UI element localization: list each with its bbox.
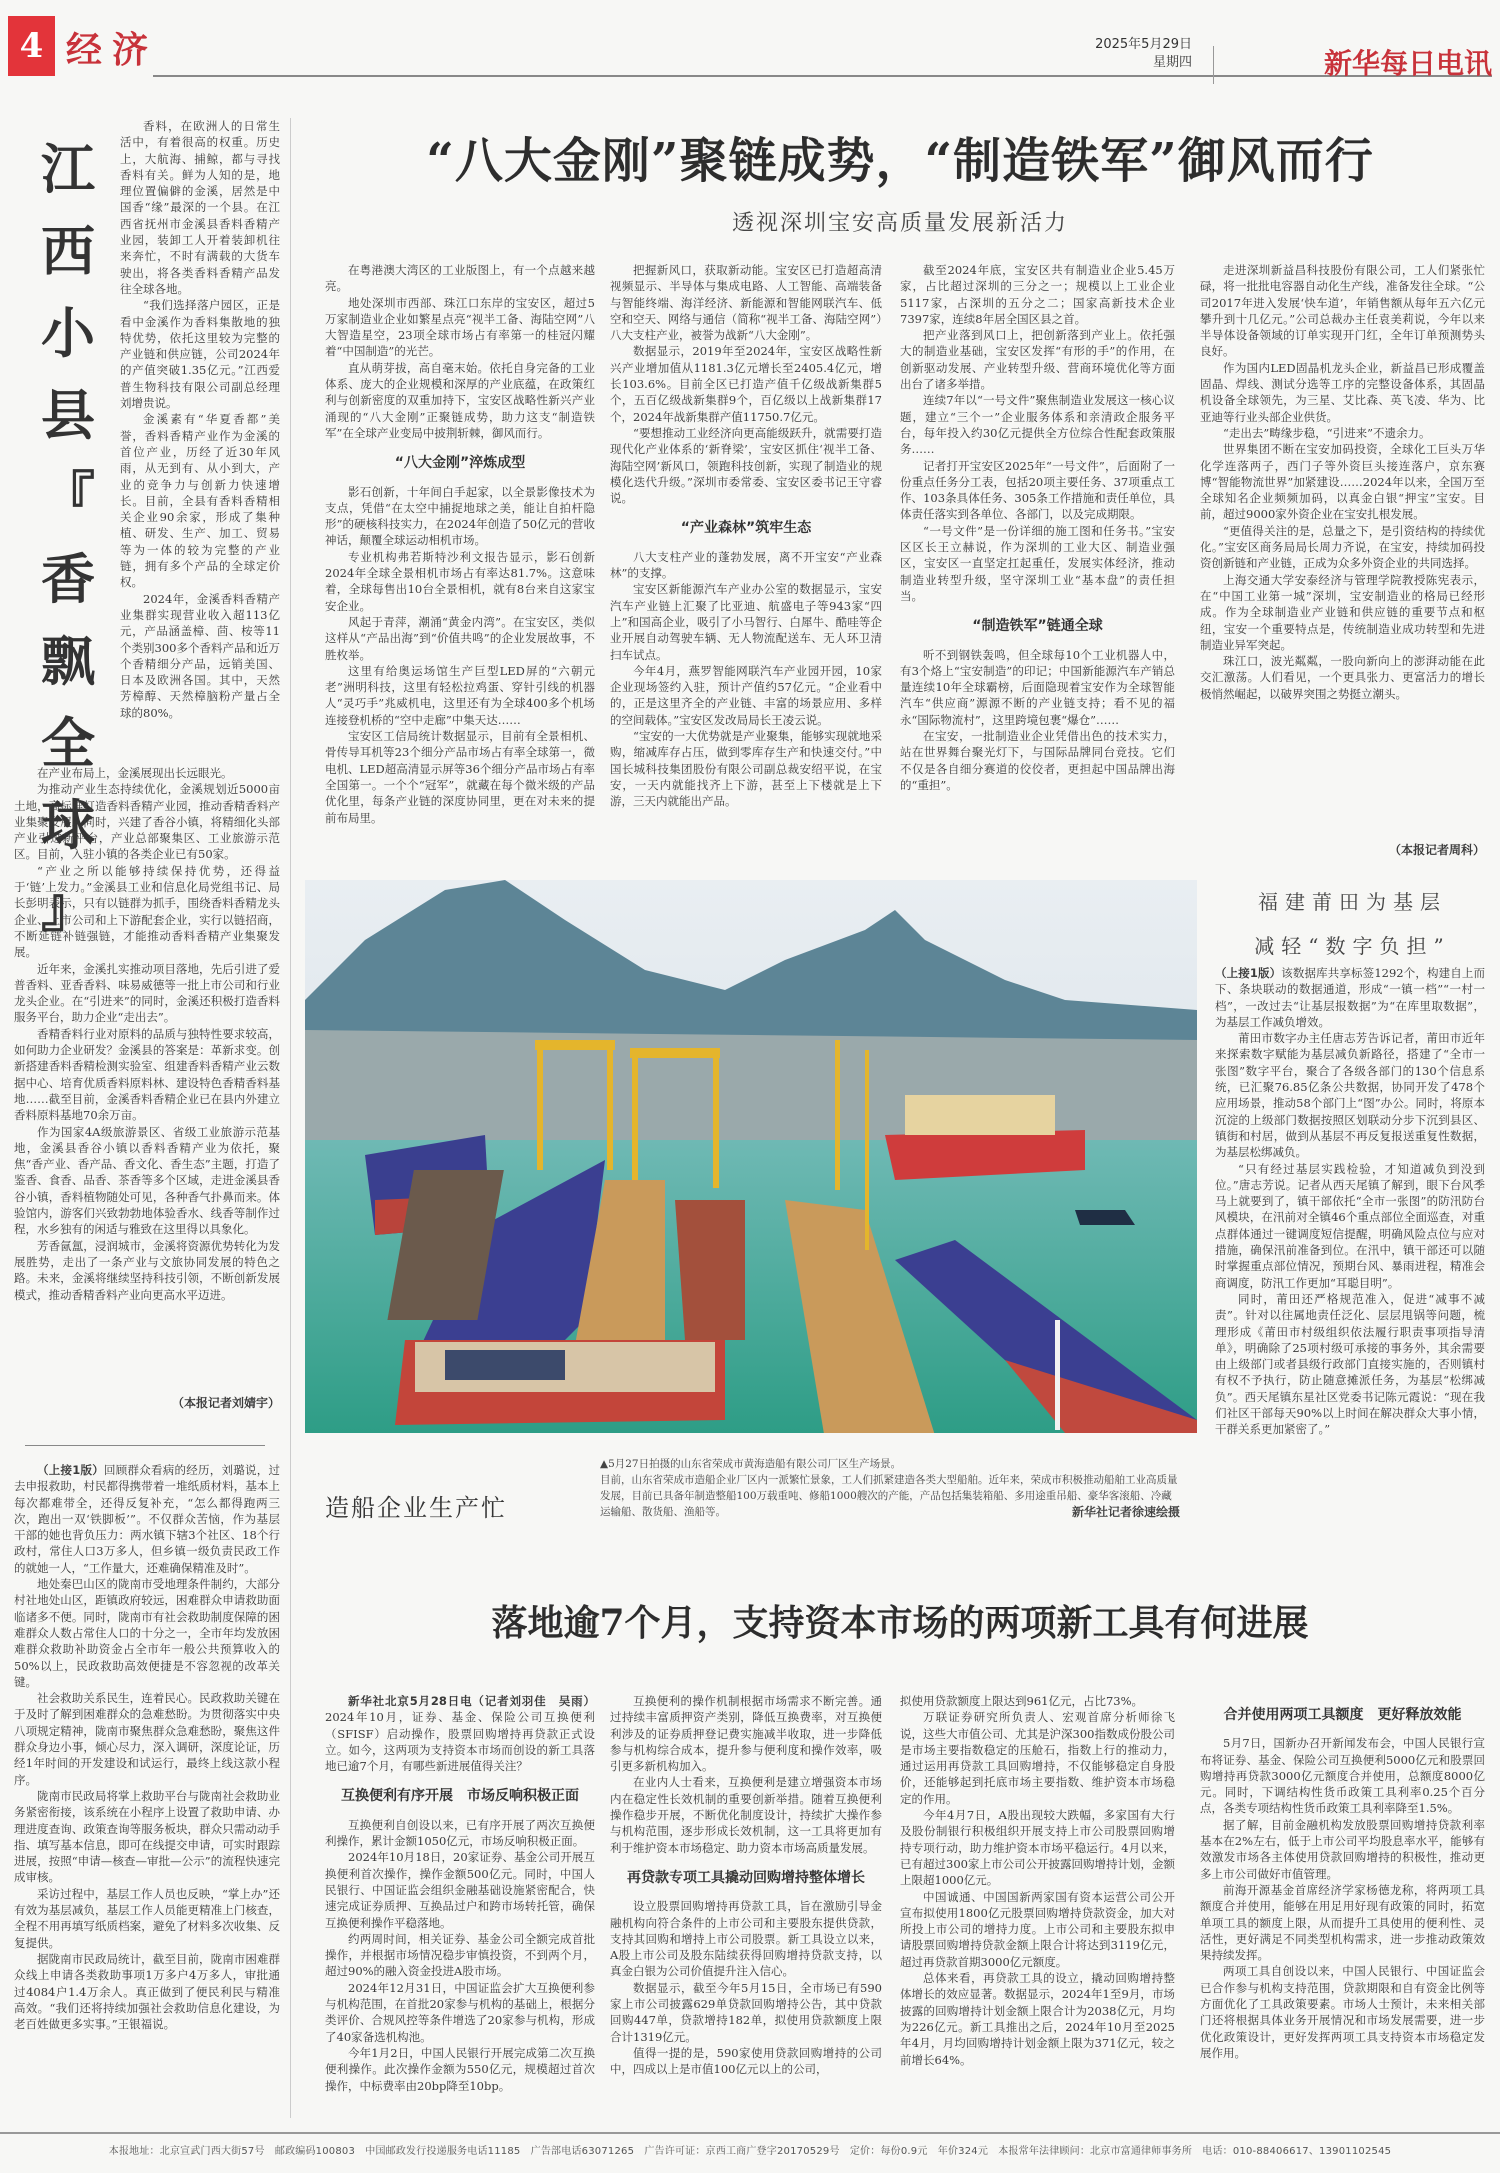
shenzhen-byline: （本报记者周科） — [1388, 843, 1485, 857]
continued-from-label: （上接1版） — [1215, 966, 1282, 980]
shenzhen-byline-wrap — [1200, 842, 1485, 862]
jiangxi-vertical-title: 江 西 小 县 『 香 飘 全 球 』 — [41, 137, 95, 939]
article-paragraph: 近年来，金溪扎实推动项目落地，先后引进了爱普香料、亚香香料、味易威德等一批上市公司和行业龙头企业。在“引进来”的同时，金溪还积极打造香料服务平台，助力企业“走出去”。 — [14, 961, 280, 1025]
capital-col-3 — [900, 1693, 1175, 2123]
article-paragraph: 数据显示，2019年至2024年，宝安区战略性新兴产业增加值从1181.3亿元增长至2405.4亿元，增长103.6%。目前全区已打造产值千亿级战新集群5个，五百亿级战新集群9个，百亿级以上战新集群17个，2024年战新集群产值11750.7亿元。 — [610, 344, 882, 424]
article-divider — [25, 1445, 265, 1446]
section-heading: “制造铁军”链通全球 — [972, 618, 1103, 635]
article-paragraph: 今年4月，燕罗智能网联汽车产业园开园，10家企业现场签约入驻，预计产值约57亿元。“企业看中的，正是这里齐全的产业链、丰富的场景应用、多样的空间载体。”宝安区发改局局长王凌云说。 — [610, 663, 882, 727]
caption-body: 目前，山东省荣成市造船企业厂区内一派繁忙景象，工人们抓紧建造各类大型船舶。近年来，荣成市积极推动船舶工业高质量发展，目前已具备年制造整船100万载重吨、修船1000艘次的产能，产品包括集装箱船、多用途重吊船、豪华客滚船、冷藏运输船、散货船、渔船等。 新华社记者徐速绘摄 — [600, 1474, 1180, 1519]
article-paragraph: 把握新风口，获取新动能。宝安区已打造超高清视频显示、半导体与集成电路、人工智能、高端装备与智能终端、海洋经济、新能源和智能网联汽车、低空和空天、网络与通信（简称“视半工备、海陆空网”）八大支柱产业，被誉为战新“八大金刚”。 — [610, 263, 882, 343]
article-paragraph: 把产业落到风口上，把创新落到产业上。依托强大的制造业基础，宝安区发挥“有形的手”的作用，在创新驱动发展、产业转型升级、营商环境优化等方面出台了诸多举措。 — [900, 328, 1175, 392]
article-paragraph: 互换便利自创设以来，已有序开展了两次互换便利操作，累计金额1050亿元，市场反响积极正面。 — [325, 1817, 595, 1849]
article-paragraph: 记者打开宝安区2025年“一号文件”，后面附了一份重点任务分工表，包括20项主要任务、37项重点工作、103条具体任务、305条工作措施和责任单位，具体责任落实到各单位、各部门，以及完成期限。 — [900, 458, 1175, 522]
section-heading: 再贷款专项工具撬动回购增持整体增长 — [627, 1869, 865, 1886]
masthead — [8, 16, 1492, 80]
continued-from-label: （上接1版） — [37, 1463, 104, 1477]
photo-caption — [600, 1456, 1180, 1520]
article-paragraph: 5月7日，国新办召开新闻发布会，中国人民银行宣布将证券、基金、保险公司互换便利5000亿元和股票回购增持再贷款3000亿元额度合并使用，总额度8000亿元。同时，下调结构性货币政策工具利率0.25个百分点，各类专项结构性货币政策工具利率降至1.5%。 — [1200, 1736, 1485, 1816]
article-paragraph: 新华社北京5月28日电（记者刘羽佳 吴雨）2024年10月，证券、基金、保险公司互换便利（SFISF）启动操作，股票回购增持再贷款正式设立。如今，这两项为支持资本市场而创设的新工具落地已逾7个月，有哪些新进展值得关注？ — [325, 1694, 595, 1774]
article-paragraph: 约两周时间，相关证券、基金公司全额完成首批操作，并根据市场情况稳步审慎投资，不到两个月，超过90%的融入资金投进A股市场。 — [325, 1931, 595, 1979]
article-paragraph: 陇南市民政局将掌上救助平台与陇南社会救助业务紧密衔接，该系统在小程序上设置了救助申请、办理进度查询、政策查询等服务板块，群众只需动动手指、填写基本信息，即可在线提交申请，可实时跟踪进展，按照“申请—核查—审批—公示”的流程快速完成审核。 — [14, 1788, 280, 1885]
article-paragraph: 珠江口，波光粼粼，一股向新向上的澎湃动能在此交汇激荡。人们看见，一个更具张力、更富活力的增长极悄然崛起，以破界突围之势挺立潮头。 — [1200, 654, 1485, 701]
article-paragraph: 影石创新，十年间白手起家，以全景影像技术为支点，凭借“在太空中捕捉地球之美，能让自拍杆隐形”的硬核科技实力，在2024年创造了50亿元的营收神话，颠覆全球运动相机市场。 — [325, 484, 595, 548]
date-block — [1095, 36, 1192, 72]
article-paragraph: 宝安区工信局统计数据显示，目前有全景相机、骨传导耳机等23个细分产品市场占有率全球第一，微电机、LED超高清显示屏等36个细分产品市场占有率全国第一。一个个“冠军”，就藏在每个微米级的产品优化里，每条产业链的深度协同里，更在对未来的提前布局里。 — [325, 729, 595, 825]
jiangxi-article-col-wide — [14, 765, 280, 1360]
page-footer: 本报地址：北京宣武门西大街57号 邮政编码100803 中国邮政发行投递服务电话11185 广告部电话63071265 广告许可证：京西工商广登字20170529号 定价：每份0.9元 年价324元 本报常年法律顾问：北京市富通律师事务所 电话：010-88406617、13901102545 — [0, 2132, 1500, 2173]
article-paragraph: 芳香氤氲，浸润城市，金溪将资源优势转化为发展胜势，走出了一条产业与文旅协同发展的特色之路。未来，金溪将继续坚持科技引领，不断创新发展模式，推动香精香料产业向更高水平迈进。 — [14, 1238, 280, 1302]
article-paragraph: 社会救助关系民生，连着民心。民政救助关键在于及时了解到困难群众的急难愁盼。为贯彻落实中央八项规定精神，陇南市聚焦群众急难愁盼，聚焦这件群众身边小事，倾心尽力，深入调研，深度论证，历经1年时间的开发建设和试运行，最终上线这款小程序。 — [14, 1691, 280, 1787]
article-paragraph: 世界集团不断在宝安加码投资，全球化工巨头万华化学连落两子，西门子等外资巨头接连落户，京东赛博“智能物流世界”加紧建设……2024年以来，全国万至全球知名企业频频加码，以真金白银“押宝”宝安。目前，超过9000家外资企业在宝安扎根发展。 — [1200, 442, 1485, 522]
section-heading: 互换便利有序开展 市场反响积极正面 — [341, 1788, 579, 1805]
article-paragraph: 地处秦巴山区的陇南市受地理条件制约，大部分村社地处山区，距镇政府较远，困难群众申请救助面临诸多不便。同时，陇南市有社会救助制度保障的困难群众人数占常住人口的十分之一，全市年均发放困难群众救助补助资金占全市年一般公共预算收入的50%以上，民政救助高效便捷是不容忽视的改革关键。 — [14, 1577, 280, 1689]
article-paragraph: “只有经过基层实践检验，才知道减负到没到位。”唐志芳说。记者从西天尾镇了解到，眼下台风季马上就要到了，镇干部依托“全市一张图”的防汛防台风模块，在汛前对全镇46个重点部位全面巡查，对重点群体通过一键调度短信提醒，明确风险点位与应对措施，确保汛前准备到位。在汛中，镇干部还可以随时掌握重点部位情况，预期台风、暴雨进程，精准会商调度，防汛工作更加“耳聪目明”。 — [1215, 1161, 1485, 1290]
shipyard-illustration — [305, 880, 1197, 1433]
article-paragraph: 在宝安，一批制造业企业凭借出色的技术实力，站在世界舞台聚光灯下，与国际品牌同台竞技。它们不仅是各自细分赛道的佼佼者，更担起中国品牌出海的“重担”。 — [900, 729, 1175, 792]
section-name: 经济 — [66, 29, 159, 71]
shenzhen-col-2 — [610, 262, 882, 862]
article-paragraph: 金溪素有“华夏香都”美誉，香料香精产业作为金溪的首位产业，历经了近30年风雨，从无到有、从小到大，产业的竞争力与创新力快速增长。目前，全县有香料香精相关企业90余家，形成了集种植、研发、生产、加工、贸易等为一体的较为完整的产业链，拥有多个产品的全球定价权。 — [120, 412, 280, 590]
article-paragraph: 据了解，目前金融机构发放股票回购增持贷款利率基本在2%左右，低于上市公司平均股息率水平，能够有效激发市场各主体使用贷款回购增持的积极性，推动更多上市公司做好市值管理。 — [1200, 1817, 1485, 1881]
jiangxi-byline: （本报记者刘婧宇） — [171, 1396, 280, 1410]
article-paragraph: 香料，在欧洲人的日常生活中，有着很高的权重。历史上，大航海、捕鲸，都与寻找香料有关。鲜为人知的是，地理位置偏僻的金溪，居然是中国香“缘”最深的一个县。在江西省抚州市金溪县香料香精产业园，装卸工人开着装卸机往来奔忙，不时有满载的大货车驶出，将各类香料香精产品发往全球各地。 — [120, 119, 280, 296]
shenzhen-col-3 — [900, 262, 1175, 862]
putian-article — [1215, 965, 1485, 1505]
column-separator — [290, 118, 291, 2118]
jiangxi-article-col-narrow — [120, 118, 280, 758]
capital-col-4 — [1200, 1693, 1485, 2123]
newspaper-logo: 新华每日电讯 — [1323, 47, 1492, 80]
capital-col-2 — [610, 1693, 882, 2123]
article-paragraph: 作为国内LED固晶机龙头企业，新益昌已形成覆盖固晶、焊线、测试分选等工序的完整设备体系，其固晶机设备全球领先，为三星、艾比森、英飞凌、华为、比亚迪等行业头部企业供货。 — [1200, 360, 1485, 424]
article-paragraph: 数据显示，截至今年5月15日，全市场已有590家上市公司披露629单贷款回购增持公告，其中贷款回购447单，贷款增持182单，拟使用贷款额度上限合计1319亿元。 — [610, 1980, 882, 2044]
article-paragraph: 同时，莆田还严格规范准入，促进“减事不减责”。针对以往属地责任泛化、层层甩锅等问题，梳理形成《莆田市村级组织依法履行职责事项指导清单》，明确除了25项村级可承接的事务外，其余需要由上级部门或者县级行政部门直接实施的，否则镇村有权不予执行，防止随意摊派任务，为基层“松绑减负”。西天尾镇东星社区党委书记陈元霞说：“现在我们社区干部每天90%以上时间在解决群众大事小情，干群关系更加紧密了。” — [1215, 1291, 1485, 1437]
article-paragraph: 宝安区新能源汽车产业办公室的数据显示，宝安汽车产业链上汇聚了比亚迪、航盛电子等943家“四上”和国高企业，吸引了小马智行、白犀牛、酷哇等企业开展自动驾驶车辆、无人物流配送车、无人环卫清扫车试点。 — [610, 582, 882, 662]
issue-weekday: 星期四 — [1152, 55, 1192, 70]
article-paragraph: “我们选择落户园区，正是看中金溪作为香料集散地的独特优势，依托这里较为完整的产业链和供应链，公司2024年的产值突破1.35亿元。”江西爱普生物科技有限公司副总经理刘增贵说。 — [120, 298, 280, 411]
article-paragraph: 万联证券研究所负责人、宏观首席分析师徐飞说，这些大市值公司、尤其是沪深300指数成份股公司是市场主要指数稳定的压舱石，指数上行的推动力，通过运用再贷款工具回购增持，不仅能够稳定自身股价，还能够起到托底市场主要指数、维护资本市场稳定的作用。 — [900, 1710, 1175, 1806]
article-paragraph: 在产业布局上，金溪展现出长远眼光。 — [37, 766, 233, 780]
article-paragraph: 今年1月2日，中国人民银行开展完成第二次互换便利操作。此次操作金额为550亿元，规模超过首次操作，中标费率由20bp降至10bp。 — [325, 2045, 595, 2093]
article-paragraph: （上接1版）该数据库共享标签1292个，构建自上而下、条块联动的数据通道，形成“一镇一档”“一村一档”，一改过去“让基层报数据”为“在库里取数据”，为基层工作减负增效。 — [1215, 966, 1485, 1029]
article-paragraph: 专业机构弗若斯特沙利文报告显示，影石创新2024年全球全景相机市场占有率达81.7%。这意味着，全球每售出10台全景相机，就有8台来自这家宝安企业。 — [325, 549, 595, 613]
article-paragraph: 2024年12月31日，中国证监会扩大互换便利参与机构范围，在首批20家参与机构的基础上，根据分类评价、合规风控等条件增选了20家参与机构，形成了40家备选机构池。 — [325, 1980, 595, 2044]
article-paragraph: 上海交通大学安泰经济与管理学院教授陈宪表示，在“中国工业第一城”深圳，宝安制造业的格局已经形成。作为全球制造业产业链和供应链的重要节点和枢纽，宝安一个重要特点是，传统制造业成功转型和先进制造业异军突起。 — [1200, 572, 1485, 652]
masthead-rule — [153, 75, 1492, 77]
article-paragraph: 值得一提的是，590家使用贷款回购增持的公司中，四成以上是市值100亿元以上的公司， — [610, 2045, 882, 2077]
photo-title: 造船企业生产忙 — [325, 1494, 507, 1522]
article-paragraph: 在粤港澳大湾区的工业版图上，有一个点越来越亮。 — [325, 263, 595, 294]
shenzhen-headline: “八大金刚”聚链成势，“制造铁军”御风而行 — [426, 133, 1374, 189]
article-paragraph: 在业内人士看来，互换便利是建立增强资本市场内在稳定性长效机制的重要创新举措。随着互换便利操作稳步开展，不断优化制度设计，持续扩大操作参与机构范围，逐步形成长效机制，这一工具将更加有利于维护资本市场稳定、助力资本市场高质量发展。 — [610, 1775, 882, 1855]
article-paragraph: 今年4月7日，A股出现较大跌幅，多家国有大行及股份制银行积极组织开展支持上市公司股票回购增持专项行动，助力维护资本市场平稳运行。4月以来，已有超过300家上市公司公开披露回购增持计划，金额上限超1000亿元。 — [900, 1808, 1175, 1888]
article-paragraph: 听不到钢铁轰鸣，但全球每10个工业机器人中，有3个烙上“宝安制造”的印记；中国新能源汽车产销总量连续10年全球霸榜，后面隐现着宝安作为全球智能汽车“供应商”源源不断的产业链支持；看不见的福永“国际物流村”，这里跨境包裹“爆仓”…… — [900, 647, 1175, 727]
shenzhen-col-1 — [325, 262, 595, 862]
article-paragraph: 据陇南市民政局统计，截至目前，陇南市困难群众线上申请各类救助事项1万多户4万多人，审批通过4084户1.4万余人。真正做到了便民利民与精准高效。“我们还将持续加强社会救助信息化建设，为老百姓做更多实事。”王银福说。 — [14, 1951, 280, 2032]
article-paragraph: 总体来看，再贷款工具的设立，撬动回购增持整体增长的效应显著。数据显示，2024年1至9月，市场披露的回购增持计划金额上限合计为2038亿元，月均为226亿元。新工具推出之后，2024年10月至2025年4月，月均回购增持计划金额上限为371亿元，较之前增长64%。 — [900, 1971, 1175, 2067]
longnan-article — [14, 1462, 280, 2122]
photo-credit: 新华社记者徐速绘摄 — [1071, 1505, 1180, 1519]
article-paragraph: 地处深圳市西部、珠江口东岸的宝安区，超过5万家制造业企业如繁星点亮“视半工备、海陆空网”八大智造星空，23项全球市场占有率第一的桂冠闪耀着“中国制造”的光芒。 — [325, 295, 595, 359]
capital-col-1 — [325, 1693, 595, 2123]
article-paragraph: （上接1版）回顾群众看病的经历，刘璐说，过去申报救助，村民都得携带着一堆纸质材料，基本上每次都难带全，还得反复补充，“怎么都得跑两三次，跑出一双‘铁脚板’”。不仅群众苦恼，作为基层干部的她也背负压力：两水镇下辖3个社区、18个行政村，常住人口3万多人，但乡镇一级负责民政工作的就她一人，“工作量大，还难确保精准及时”。 — [14, 1463, 280, 1575]
article-paragraph: 前海开源基金首席经济学家杨德龙称，将两项工具额度合并使用，能够在用足用好现有政策的同时，拓宽单项工具的额度上限，从而提升工具使用的便利性、灵活性，更好满足不同类型机构需求，进一步推动政策效果持续发挥。 — [1200, 1882, 1485, 1963]
putian-headline: 福建莆田为基层 减轻“数字负担” — [1254, 890, 1451, 958]
article-paragraph: 采访过程中，基层工作人员也反映，“掌上办”还有效为基层减负，基层工作人员能更精准上门核查，全程不用再填写纸质档案，避免了材料多次收集、反复提供。 — [14, 1886, 280, 1950]
article-paragraph: 拟使用贷款额度上限达到961亿元，占比73%。 — [900, 1694, 1144, 1708]
masthead-divider — [1213, 46, 1214, 84]
jiangxi-byline-wrap — [14, 1395, 280, 1417]
article-paragraph: 莆田市数字办主任唐志芳告诉记者，莆田市近年来探索数字赋能为基层减负新路径，搭建了“全市一张图”数字平台，聚合了各级各部门的130个信息系统，已汇聚76.85亿条公共数据，协同开发了478个应用场景，推动58个部门上“图”办公。同时，将原本沉淀的上级部门数据按照区划联动分步下沉到县区、镇街和村居，做到从基层不再反复报送重复性数据，为基层松绑减负。 — [1215, 1031, 1485, 1160]
article-paragraph: “一号文件”是一份详细的施工图和任务书。”宝安区区长王立赫说，作为深圳的工业大区、制造业强区，宝安区一直坚定扛起重任，发展实体经济，推动制造业转型升级，坚守深圳工业“基本盘”的责任担当。 — [900, 523, 1175, 603]
article-paragraph: 八大支柱产业的蓬勃发展，离不开宝安“产业森林”的支撑。 — [610, 549, 882, 581]
page-number-badge: 4 — [8, 16, 55, 76]
article-paragraph: 为推动产业生态持续优化，金溪规划近5000亩土地，高标准打造香料香精产业园，推动香精香料产业集聚发展。同时，兴建了香谷小镇，将精细化头部产业引进新平台，产业总部聚集区、工业旅游示范区。目前，入驻小镇的各类企业已有50家。 — [14, 782, 280, 862]
section-heading: “产业森林”筑牢生态 — [680, 520, 812, 537]
shenzhen-subheadline: 透视深圳宝安高质量发展新活力 — [731, 211, 1068, 236]
article-paragraph: 作为国家4A级旅游景区、省级工业旅游示范基地，金溪县香谷小镇以香料香精产业为依托，聚焦“香产业、香产品、香文化、香生态”主题，打造了鉴香、食香、品香、茶香等多个区域，走进金溪县香谷小镇，香料植物随处可见，各种香气扑鼻而来。体验馆内，游客们兴致勃勃地体验香水、线香等制作过程，水乡独有的闲适与雅致在这里得以具象化。 — [14, 1124, 280, 1237]
article-paragraph: 中国诚通、中国国新两家国有资本运营公司公开宣布拟使用1800亿元股票回购增持贷款资金，加大对所投上市公司的增持力度。上市公司和主要股东拟申请股票回购增持贷款金额上限合计将达到3119亿元，超过再贷款首期3000亿元额度。 — [900, 1889, 1175, 1969]
article-paragraph: 连续7年以“一号文件”聚焦制造业发展这一核心议题，建立“三个一”企业服务体系和亲清政企服务平台，每年投入约30亿元提供全方位综合性配套政策服务…… — [900, 393, 1175, 457]
shenzhen-col-4 — [1200, 262, 1485, 844]
article-paragraph: “产业之所以能够持续保持优势，还得益于‘链’上发力。”金溪县工业和信息化局党组书记、局长彭明表示，只有以链群为抓手，围绕香料香精龙头企业、上市公司和上下游配套企业，实行以链招商，不断延链补链强链，才能推动香料香精产业集聚发展。 — [14, 863, 280, 960]
article-paragraph: 两项工具自创设以来，中国人民银行、中国证监会已合作参与机构支持范围，贷款期限和自有资金比例等方面优化了工具政策要素。市场人士预计，未来相关部门还将根据具体业务开展情况和市场发展需要，进一步优化政策设计，更好发挥两项工具支持资本市场稳定发展作用。 — [1200, 1964, 1485, 2060]
shipyard-photo — [305, 880, 1197, 1433]
caption-line: ▲5月27日拍摄的山东省荣成市黄海造船有限公司厂区生产场景。 — [600, 1458, 902, 1470]
article-paragraph: 直从萌芽拔，高自毫末始。依托自身完备的工业体系、庞大的企业规模和深厚的产业底蕴，在政策红利与创新密度的双重加持下，宝安区战略性新兴产业涌现的“八大金刚”正聚链成势，助力这支“制造铁军”在全球产业变局中披荆斩棘，御风而行。 — [325, 360, 595, 440]
article-paragraph: 截至2024年底，宝安区共有制造业企业5.45万家，占比超过深圳的三分之一；规模以上工业企业5117家，占深圳的五分之二；国家高新技术企业7397家，连续8年居全国区县之首。 — [900, 263, 1175, 326]
article-paragraph: “要想推动工业经济向更高能级跃升，就需要打造现代化产业体系的‘新脊梁’，宝安区抓住‘视半工备、海陆空网’新风口，领跑科技创新，实现了制造业的规模化迭代升级。”深圳市委常委、宝安区委书记王守睿说。 — [610, 425, 882, 506]
article-paragraph: 2024年10月18日，20家证券、基金公司开展互换便利首次操作，操作金额500亿元。同时，中国人民银行、中国证监会组织金融基础设施紧密配合，快速完成证券质押、互换品过户和跨市场转托管，确保互换便利操作平稳落地。 — [325, 1850, 595, 1930]
article-paragraph: “更值得关注的是，总量之下，是引资结构的持续优化。”宝安区商务局局长周力齐说，在宝安，持续加码投资创新链和产业链，正成为众多外资企业的共同选择。 — [1200, 523, 1485, 571]
article-paragraph: 这里有给奥运场馆生产巨型LED屏的“六朝元老”洲明科技，这里有轻松拉鸡蛋、穿针引线的机器人“灵巧手”兆威机电，这里还有为全球400多个机场连接登机桥的“空中走廊”中集天达…… — [325, 663, 595, 727]
article-paragraph: 走进深圳新益昌科技股份有限公司，工人们紧张忙碌，将一批批电容器自动化生产线，准备发往全球。“公司2017年进入发展‘快车道’，年销售额从每年五六亿元攀升到十几亿元。”公司总裁办主任袁美莉说，今年以来半导体设备领域的订单实现开门红，全年订单预测势头良好。 — [1200, 263, 1485, 359]
capital-headline: 落地逾7个月，支持资本市场的两项新工具有何进展 — [491, 1602, 1309, 1644]
article-paragraph: 风起于青萍，潮涌“黄金内湾”。在宝安区，类似这样从“产品出海”到“价值共鸣”的企业发展故事，不胜枚举。 — [325, 614, 595, 662]
article-paragraph: 互换便利的操作机制根据市场需求不断完善。通过持续丰富质押资产类别，降低互换费率，对互换便利涉及的证券质押登记费实施减半收取，进一步降低参与机构综合成本，提升参与便利度和操作效率，吸引更多新机构加入。 — [610, 1694, 882, 1774]
article-paragraph: 香精香料行业对原料的品质与独特性要求较高，如何助力企业研发？金溪县的答案是：革新求变。创新搭建香料香精检测实验室、组建香料香精产业云数据中心、培育优质香料原料林、建设特色香精香料基地……截至目前，金溪香料香精企业已在县内外建立香料原料基地70余万亩。 — [14, 1026, 280, 1123]
dateline: 新华社北京5月28日电（记者刘羽佳 吴雨） — [348, 1694, 595, 1708]
issue-date: 2025年5月29日 — [1095, 37, 1192, 52]
article-paragraph: “宝安的一大优势就是产业聚集，能够实现就地采购，缩减库存占压，做到零库存生产和快速交付。”中国长城科技集团股份有限公司副总裁安绍平说，在宝安，一天内就能找齐上下游，甚至上下楼就是上下游，三天内就能出产品。 — [610, 729, 882, 809]
section-heading: “八大金刚”淬炼成型 — [394, 455, 526, 472]
article-paragraph: 2024年，金溪香料香精产业集群实现营业收入超113亿元，产品涵盖樟、茴、桉等11个类别300多个香料产品和近万个香精细分产品，远销美国、日本及欧洲各国。其中，天然芳樟醇、天然樟脑粉产量占全球的80%。 — [120, 591, 280, 720]
section-heading: 合并使用两项工具额度 更好释放效能 — [1223, 1707, 1462, 1723]
article-paragraph: 设立股票回购增持再贷款工具，旨在激励引导金融机构向符合条件的上市公司和主要股东提供贷款，支持其回购和增持上市公司股票。新工具设立以来，A股上市公司及股东陆续获得回购增持贷款支持，以真金白银为公司价值提升注入信心。 — [610, 1899, 882, 1979]
article-paragraph: “走出去”畴缘步稳，“引进来”不遗余力。 — [1223, 425, 1431, 440]
